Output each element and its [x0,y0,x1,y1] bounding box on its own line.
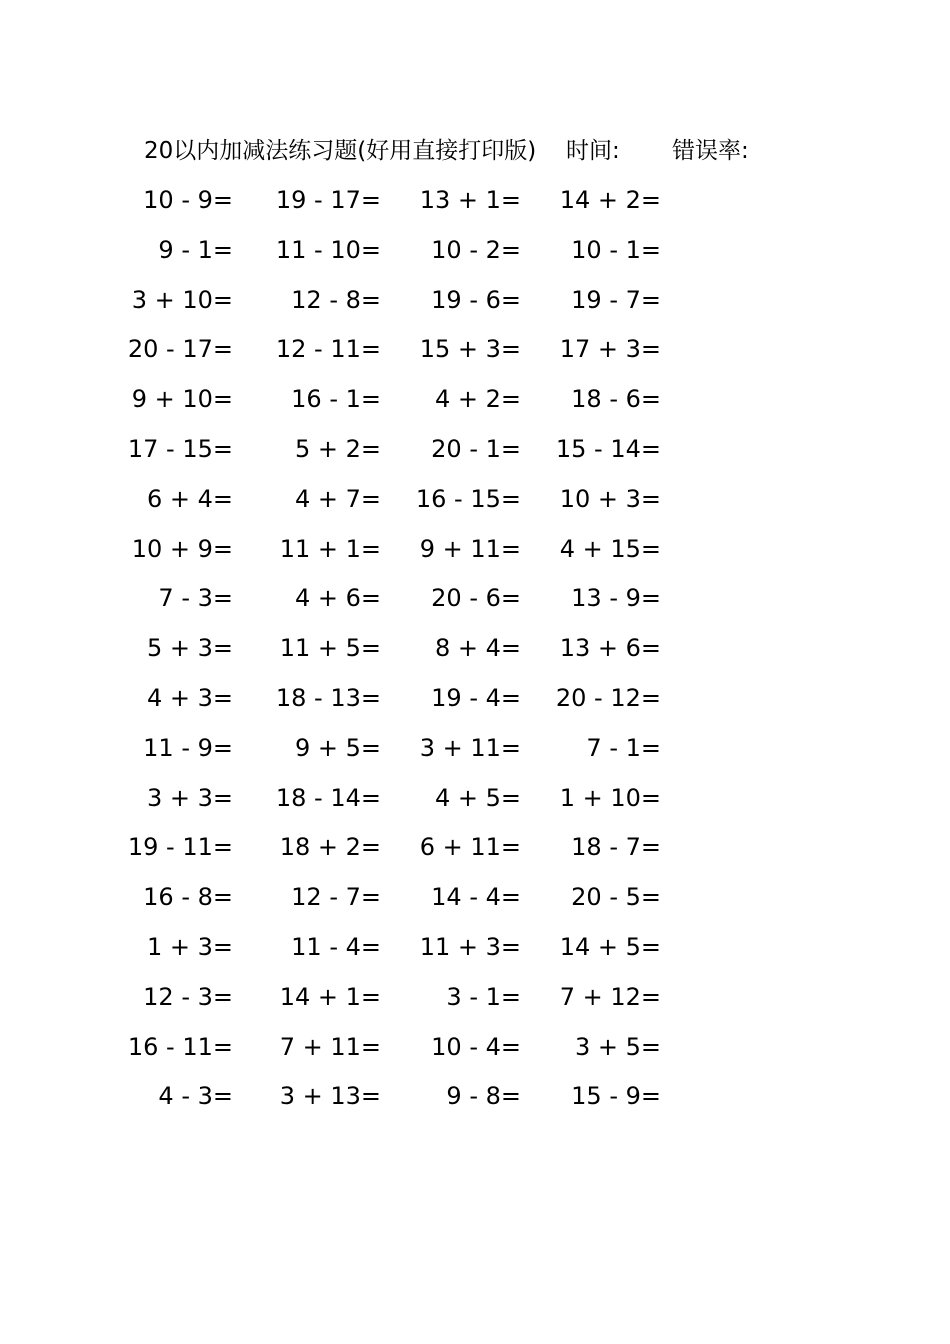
problem-row [0,578,950,628]
error-rate-label: 错误率: [672,138,749,164]
math-problem: 4 - 3= [158,1082,233,1111]
problem-row [0,329,950,379]
math-problem: 13 - 9= [571,584,661,613]
math-problem: 1 + 3= [146,932,233,961]
math-problem: 18 - 7= [571,833,661,862]
math-problem: 4 + 15= [559,534,661,563]
math-problem: 19 - 17= [275,186,381,214]
math-problem: 12 - 7= [291,883,381,912]
math-problem: 16 - 8= [143,883,233,912]
problem-row [0,977,950,1027]
math-problem: 7 + 11= [279,1032,381,1061]
math-problem: 15 + 3= [419,335,521,364]
math-problem: 5 + 2= [294,434,381,463]
problem-row [0,827,950,877]
math-problem: 9 + 11= [419,534,521,563]
math-problem: 4 + 2= [434,385,521,414]
math-problem: 18 - 13= [275,683,381,712]
worksheet-title: 20以内加减法练习题(好用直接打印版) [144,138,537,164]
problem-row [0,1027,950,1077]
math-problem: 11 - 4= [291,932,381,961]
problem-row [0,728,950,778]
math-problem: 10 - 4= [431,1032,521,1061]
math-problem: 10 - 2= [431,235,521,264]
math-problem: 20 - 17= [127,335,233,364]
math-problem: 11 + 1= [279,534,381,563]
problem-row [0,529,950,579]
math-problem: 20 - 1= [431,434,521,463]
math-problem: 19 - 4= [431,683,521,712]
math-problem: 15 - 14= [555,434,661,463]
math-problem: 11 - 9= [143,733,233,762]
math-problem: 7 - 3= [158,584,233,613]
problem-row [0,678,950,728]
math-problem: 3 + 5= [574,1032,661,1061]
math-problem: 12 - 8= [291,285,381,314]
math-problem: 19 - 6= [431,285,521,314]
math-problem: 3 + 11= [419,733,521,762]
math-problem: 14 + 2= [559,186,661,214]
math-problem: 20 - 12= [555,683,661,712]
math-problem: 16 - 15= [415,484,521,513]
math-problem: 4 + 6= [294,584,381,613]
math-problem: 18 - 14= [275,783,381,812]
math-problem: 17 - 15= [127,434,233,463]
problem-row [0,180,950,230]
problem-row [0,778,950,828]
math-problem: 12 - 11= [275,335,381,364]
math-problem: 3 + 10= [131,285,233,314]
problem-row [0,280,950,330]
math-problem: 16 - 11= [127,1032,233,1061]
math-problem: 20 - 5= [571,883,661,912]
math-problem: 19 - 7= [571,285,661,314]
problem-row [0,628,950,678]
math-problem: 20 - 6= [431,584,521,613]
math-problem: 10 - 1= [571,235,661,264]
math-problem: 9 - 8= [446,1082,521,1111]
math-problem: 7 + 12= [559,982,661,1011]
math-problem: 13 + 6= [559,634,661,663]
math-problem: 14 - 4= [431,883,521,912]
math-problem: 10 + 3= [559,484,661,513]
math-problem: 6 + 4= [146,484,233,513]
math-problem: 9 + 5= [294,733,381,762]
math-problem: 5 + 3= [146,634,233,663]
math-problem: 6 + 11= [419,833,521,862]
time-label: 时间: [566,138,620,164]
math-problem: 12 - 3= [143,982,233,1011]
math-problem: 10 - 9= [143,186,233,214]
math-problem: 11 + 5= [279,634,381,663]
math-problem: 4 + 7= [294,484,381,513]
math-problem: 13 + 1= [419,186,521,214]
problem-row [0,479,950,529]
math-problem: 1 + 10= [559,783,661,812]
math-problem: 4 + 5= [434,783,521,812]
problem-row [0,927,950,977]
math-problem: 8 + 4= [434,634,521,663]
math-problem: 11 + 3= [419,932,521,961]
problem-row [0,429,950,479]
math-problem: 18 - 6= [571,385,661,414]
problem-row [0,1076,950,1126]
math-problem: 17 + 3= [559,335,661,364]
math-problem: 15 - 9= [571,1082,661,1111]
math-problem: 18 + 2= [279,833,381,862]
problem-row [0,379,950,429]
math-problem: 14 + 1= [279,982,381,1011]
math-problem: 7 - 1= [586,733,661,762]
problem-grid [0,180,950,1126]
math-problem: 3 - 1= [446,982,521,1011]
math-problem: 9 + 10= [131,385,233,414]
problem-row [0,877,950,927]
math-problem: 9 - 1= [158,235,233,264]
math-problem: 16 - 1= [291,385,381,414]
problem-row [0,230,950,280]
math-problem: 19 - 11= [127,833,233,862]
math-problem: 4 + 3= [146,683,233,712]
math-problem: 10 + 9= [131,534,233,563]
math-problem: 11 - 10= [275,235,381,264]
math-problem: 14 + 5= [559,932,661,961]
math-problem: 3 + 3= [146,783,233,812]
math-problem: 3 + 13= [279,1082,381,1111]
